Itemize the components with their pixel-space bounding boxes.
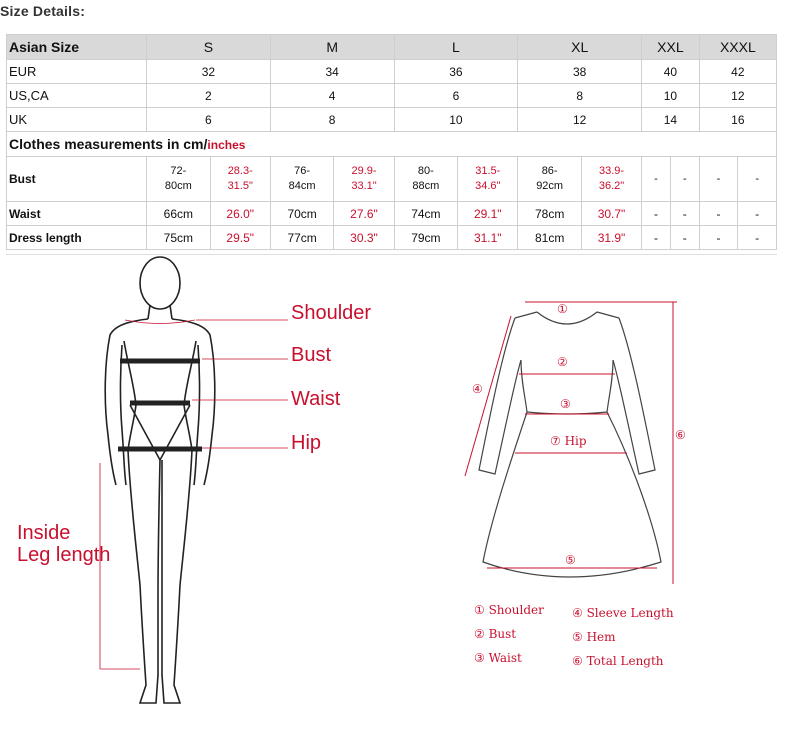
table-cell: 78cm <box>518 202 582 226</box>
label-hip: Hip <box>291 432 322 454</box>
marker-hem: ⑤ <box>565 553 576 567</box>
table-cell: 10 <box>642 84 700 108</box>
header-size-l: L <box>394 35 518 60</box>
table-row <box>7 60 777 84</box>
table-cell: 28.3- 31.5" <box>210 157 270 202</box>
table-cell: 31.5- 34.6" <box>458 157 518 202</box>
table-cell: - <box>738 157 777 202</box>
table-cell: 2 <box>147 84 271 108</box>
table-cell: 31.9" <box>581 226 641 250</box>
legend-hem: ⑤ Hem <box>572 630 616 644</box>
table-cell: 8 <box>270 108 394 132</box>
table-cell: 16 <box>699 108 776 132</box>
table-cell: 66cm <box>147 202 211 226</box>
table-cell: - <box>642 202 671 226</box>
table-cell: 29.9- 33.1" <box>334 157 394 202</box>
table-row <box>7 108 777 132</box>
table-cell: 79cm <box>394 226 458 250</box>
label-shoulder: Shoulder <box>291 302 372 324</box>
table-cell: 80- 88cm <box>394 157 458 202</box>
table-cell: - <box>699 157 738 202</box>
table-cell: 70cm <box>270 202 334 226</box>
table-cell: - <box>670 202 699 226</box>
table-cell: 6 <box>394 84 518 108</box>
legend-shoulder: ① Shoulder <box>474 603 544 617</box>
table-cell: 77cm <box>270 226 334 250</box>
header-label: Asian Size <box>7 35 147 60</box>
marker-hip: ⑦ Hip <box>550 434 587 448</box>
header-size-xxl: XXL <box>642 35 700 60</box>
measurement-row <box>7 202 777 226</box>
table-cell: 29.5" <box>210 226 270 250</box>
section-unit: inches <box>207 138 246 152</box>
table-cell: 75cm <box>147 226 211 250</box>
row-label: EUR <box>7 60 147 84</box>
table-cell: 42 <box>699 60 776 84</box>
table-cell: 12 <box>699 84 776 108</box>
marker-shoulder: ① <box>557 302 568 316</box>
row-label: Bust <box>7 157 147 202</box>
size-table <box>6 34 777 250</box>
table-cell: 6 <box>147 108 271 132</box>
measurement-row <box>7 226 777 250</box>
legend-sleeve-length: ④ Sleeve Length <box>572 606 674 620</box>
table-cell: 34 <box>270 60 394 84</box>
table-cell: - <box>670 226 699 250</box>
table-cell: 14 <box>642 108 700 132</box>
table-cell: 86- 92cm <box>518 157 582 202</box>
table-cell: 38 <box>518 60 642 84</box>
table-cell: 29.1" <box>458 202 518 226</box>
table-cell: - <box>642 226 671 250</box>
table-header-row <box>7 35 777 60</box>
row-label: US,CA <box>7 84 147 108</box>
table-cell: 30.3" <box>334 226 394 250</box>
table-cell: 76- 84cm <box>270 157 334 202</box>
header-size-m: M <box>270 35 394 60</box>
label-leg-length: Leg length <box>17 544 111 566</box>
marker-total-length: ⑥ <box>675 428 686 442</box>
table-cell: - <box>642 157 671 202</box>
header-size-s: S <box>147 35 271 60</box>
table-cell: 31.1" <box>458 226 518 250</box>
body-figure-illustration <box>90 255 310 715</box>
table-cell: 32 <box>147 60 271 84</box>
marker-waist: ③ <box>560 397 571 411</box>
legend-total-length: ⑥ Total Length <box>572 654 664 668</box>
section-heading <box>7 132 777 157</box>
table-cell: 30.7" <box>581 202 641 226</box>
header-size-xxxl: XXXL <box>699 35 776 60</box>
table-cell: - <box>699 202 738 226</box>
marker-sleeve: ④ <box>472 382 483 396</box>
table-cell: 26.0" <box>210 202 270 226</box>
header-size-xl: XL <box>518 35 642 60</box>
table-cell: 27.6" <box>334 202 394 226</box>
table-cell: 40 <box>642 60 700 84</box>
legend-bust: ② Bust <box>474 627 517 641</box>
section-row <box>7 132 777 157</box>
table-cell: 36 <box>394 60 518 84</box>
table-cell: 72- 80cm <box>147 157 211 202</box>
table-row <box>7 84 777 108</box>
table-cell: - <box>670 157 699 202</box>
label-waist: Waist <box>291 388 341 410</box>
table-cell: 81cm <box>518 226 582 250</box>
table-cell: - <box>699 226 738 250</box>
row-label: Dress length <box>7 226 147 250</box>
table-cell: 74cm <box>394 202 458 226</box>
measurement-row <box>7 157 777 202</box>
label-inside: Inside <box>17 522 71 544</box>
marker-bust: ② <box>557 355 568 369</box>
row-label: Waist <box>7 202 147 226</box>
table-cell: 10 <box>394 108 518 132</box>
page-title: Size Details: <box>0 3 86 19</box>
label-bust: Bust <box>291 344 332 366</box>
table-cell: 4 <box>270 84 394 108</box>
row-label: UK <box>7 108 147 132</box>
table-cell: 12 <box>518 108 642 132</box>
table-cell: 8 <box>518 84 642 108</box>
table-cell: 33.9- 36.2" <box>581 157 641 202</box>
table-cell: - <box>738 226 777 250</box>
section-label: Clothes measurements in cm/ <box>9 136 208 152</box>
table-cell: - <box>738 202 777 226</box>
legend-waist: ③ Waist <box>474 651 522 665</box>
